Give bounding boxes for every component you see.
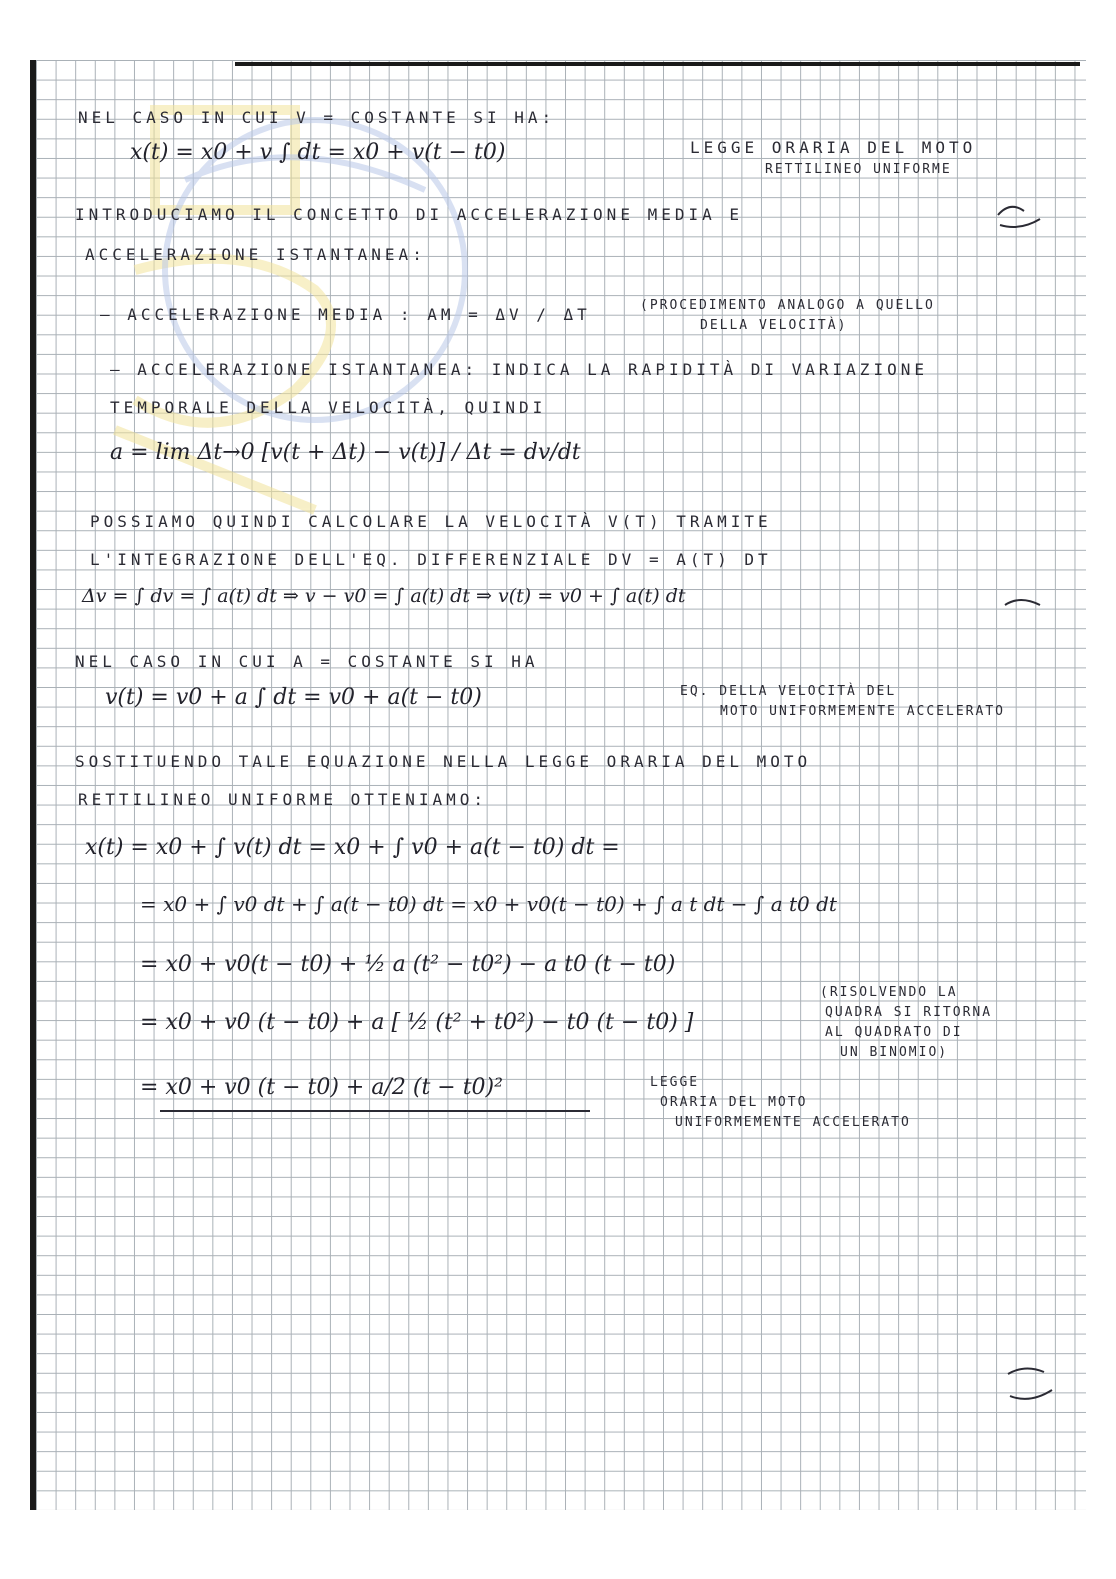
margin-scribble bbox=[1000, 590, 1050, 620]
graph-paper-page bbox=[30, 60, 1086, 1510]
text-line: L'INTEGRAZIONE DELL'EQ. DIFFERENZIALE DV = A(T) DT bbox=[90, 550, 772, 569]
text-line: POSSIAMO QUINDI CALCOLARE LA VELOCITÀ V(T) TRAMITE bbox=[90, 512, 772, 531]
side-note: AL QUADRATO DI bbox=[825, 1025, 963, 1040]
scan-top-edge bbox=[235, 62, 1080, 66]
result-label: LEGGE bbox=[650, 1075, 700, 1090]
equation-final: = x0 + v0 (t − t0) + a/2 (t − t0)² bbox=[140, 1075, 503, 1100]
equation: Δv = ∫ dv = ∫ a(t) dt ⇒ v − v0 = ∫ a(t) dt ⇒ v(t) = v0 + ∫ a(t) dt bbox=[82, 585, 686, 607]
equation: a = lim Δt→0 [v(t + Δt) − v(t)] / Δt = dv/dt bbox=[110, 440, 581, 465]
side-note: (PROCEDIMENTO ANALOGO A QUELLO bbox=[640, 298, 935, 313]
side-note: QUADRA SI RITORNA bbox=[825, 1005, 993, 1020]
equation: = x0 + v0 (t − t0) + a [ ½ (t² + t0²) − t0 (t − t0) ] bbox=[140, 1010, 694, 1035]
text-line: INTRODUCIAMO IL CONCETTO DI ACCELERAZIONE MEDIA E bbox=[75, 205, 744, 224]
text-line: SOSTITUENDO TALE EQUAZIONE NELLA LEGGE ORARIA DEL MOTO bbox=[75, 752, 812, 771]
text-line: TEMPORALE DELLA VELOCITÀ, QUINDI bbox=[110, 398, 547, 417]
margin-label: RETTILINEO UNIFORME bbox=[765, 162, 952, 177]
margin-label: MOTO UNIFORMEMENTE ACCELERATO bbox=[720, 704, 1005, 719]
result-label: ORARIA DEL MOTO bbox=[660, 1095, 808, 1110]
margin-label: LEGGE ORARIA DEL MOTO bbox=[690, 138, 977, 157]
text-line: – ACCELERAZIONE ISTANTANEA: INDICA LA RAPIDITÀ DI VARIAZIONE bbox=[110, 360, 928, 379]
margin-scribble bbox=[1000, 1360, 1060, 1410]
equation: v(t) = v0 + a ∫ dt = v0 + a(t − t0) bbox=[105, 685, 482, 710]
text-line: NEL CASO IN CUI V = COSTANTE SI HA: bbox=[78, 108, 556, 127]
side-note: DELLA VELOCITÀ) bbox=[700, 318, 848, 333]
final-underline bbox=[160, 1110, 590, 1112]
margin-scribble bbox=[990, 195, 1050, 235]
text-line: – ACCELERAZIONE MEDIA : AM = ΔV / ΔT bbox=[100, 305, 591, 324]
equation: = x0 + v0(t − t0) + ½ a (t² − t0²) − a t0 (t − t0) bbox=[140, 952, 676, 977]
text-line: ACCELERAZIONE ISTANTANEA: bbox=[85, 245, 426, 264]
text-line: RETTILINEO UNIFORME OTTENIAMO: bbox=[78, 790, 487, 809]
margin-label: EQ. DELLA VELOCITÀ DEL bbox=[680, 684, 897, 699]
text-line: NEL CASO IN CUI A = COSTANTE SI HA bbox=[75, 652, 539, 671]
side-note: (RISOLVENDO LA bbox=[820, 985, 958, 1000]
equation: = x0 + ∫ v0 dt + ∫ a(t − t0) dt = x0 + v0(t − t0) + ∫ a t dt − ∫ a t0 dt bbox=[140, 892, 837, 916]
side-note: UN BINOMIO) bbox=[840, 1045, 949, 1060]
result-label: UNIFORMEMENTE ACCELERATO bbox=[675, 1115, 911, 1130]
equation: x(t) = x0 + ∫ v(t) dt = x0 + ∫ v0 + a(t − t0) dt = bbox=[85, 835, 620, 860]
equation: x(t) = x0 + v ∫ dt = x0 + v(t − t0) bbox=[130, 140, 506, 165]
